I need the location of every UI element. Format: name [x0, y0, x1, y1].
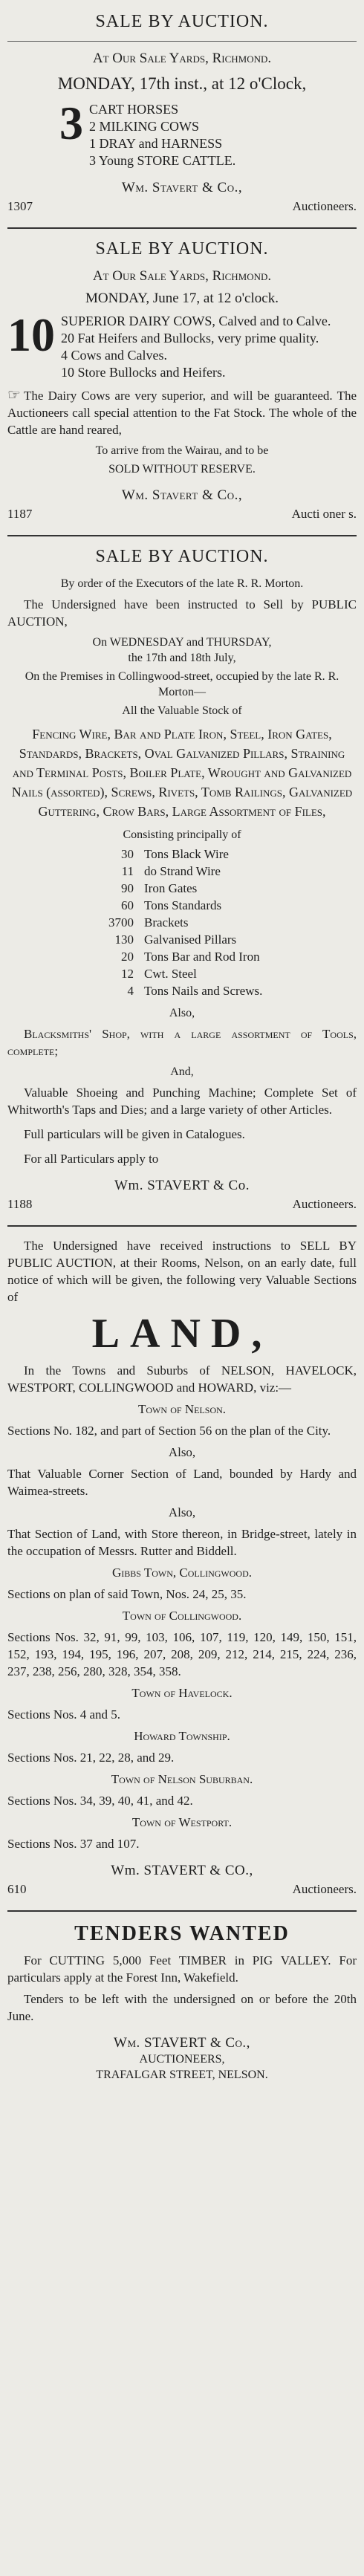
lot-block: [7, 308, 357, 381]
lot-line: CART HORSES: [89, 102, 179, 117]
goods-caps: Fencing Wire, Bar and Plate Iron, Steel, Iron Gates, Standards, Brackets, Oval Galvanized Pillars, Straining and Terminal Posts, Boiler Plate, Wrought and Galvanized Nails (assorted), Screws, Rivets, Tomb Railings, Galvanized Guttering, Crow Bars, Large Assortment of Files,: [11, 727, 353, 819]
reserve-text: SOLD WITHOUT RESERVE.: [108, 463, 256, 476]
firm-name: Wm. STAVERT & CO.,: [111, 1863, 253, 1878]
ad-ref: 1188: [7, 1197, 33, 1211]
block-text: Sections Nos. 37 and 107.: [7, 1837, 140, 1851]
block-text: That Valuable Corner Section of Land, bounded by Hardy and Waimea-streets.: [7, 1467, 357, 1498]
venue: At Our Sale Yards, Richmond.: [92, 268, 272, 284]
consisting-text: Consisting principally of: [123, 828, 241, 841]
intro-text: The Undersigned have received instructions to SELL BY PUBLIC AUCTION, at their Rooms, Nelson, on an early date, full notice of which will be given, the following very Valuable Sections of: [7, 1239, 357, 1304]
role: Auctioneers.: [292, 1882, 357, 1896]
block-heading: Town of Collingwood.: [122, 1609, 242, 1623]
pointing-hand-icon: ☞: [7, 387, 21, 403]
all-text: All the Valuable Stock of: [122, 704, 242, 717]
arrive-text: To arrive from the Wairau, and to be: [95, 444, 269, 457]
catalogue-text: Full particulars will be given in Catalogues.: [24, 1127, 245, 1141]
ad-heading: SALE BY AUCTION.: [95, 547, 269, 566]
ad-tenders: [7, 1922, 357, 2083]
ref-row: [7, 199, 357, 214]
list-item: 130 Galvanised Pillars: [114, 932, 237, 947]
firm-name: Wm. Stavert & Co.,: [121, 487, 243, 503]
ad-ref: 610: [7, 1882, 27, 1896]
note-text: The Dairy Cows are very superior, and will be guaranteed. The Auctioneers call special attention to the Fat Stock. The whole of the Cattle are hand reared,: [7, 389, 357, 437]
block-text: Sections Nos. 21, 22, 28, and 29.: [7, 1751, 175, 1765]
ref-row: [7, 507, 357, 522]
also-text: Also,: [169, 1007, 195, 1019]
role: Auctioneers.: [292, 199, 357, 213]
premises-text: On the Premises in Collingwood-street, occupied by the late R. R. Morton—: [25, 670, 339, 698]
block-heading: Town of Westport.: [131, 1815, 233, 1829]
block-text: That Section of Land, with Store thereon, in Bridge-street, lately in the occupation of Messrs. Rutter and Biddell.: [7, 1527, 357, 1558]
apply-text: For all Particulars apply to: [24, 1152, 159, 1166]
firm-name: Wm. STAVERT & Co.,: [114, 2035, 250, 2051]
lot-line: 2 MILKING COWS: [89, 119, 199, 134]
block-heading: Town of Nelson Suburban.: [111, 1772, 253, 1786]
rule: [7, 1225, 357, 1227]
smith-text: Blacksmiths' Shop, with a large assortment of Tools, complete;: [7, 1027, 357, 1058]
newspaper-column: [7, 0, 357, 2083]
lot-line: 20 Fat Heifers and Bullocks, very prime quality.: [61, 331, 319, 345]
and-text: And,: [170, 1065, 194, 1078]
list-item: 4 Tons Nails and Screws.: [127, 984, 263, 998]
body-text: For CUTTING 5,000 Feet TIMBER in PIG VALLEY. For particulars apply at the Forest Inn, Wakefield.: [7, 1953, 357, 1985]
ad-morton-estate: [7, 547, 357, 1212]
venue: At Our Sale Yards, Richmond.: [92, 51, 272, 66]
list-item: 60 Tons Standards: [121, 898, 222, 912]
ad-land-sections: [7, 1237, 357, 1897]
rule: [7, 227, 357, 229]
list-item: 90 Iron Gates: [121, 881, 198, 895]
role: Aucti oner s.: [291, 507, 357, 521]
firm-name: Wm. Stavert & Co.,: [121, 180, 243, 195]
machine-text: Valuable Shoeing and Punching Machine; Complete Set of Whitworth's Taps and Dies; and a large variety of other Articles.: [7, 1086, 357, 1117]
block-heading: Town of Havelock.: [131, 1686, 233, 1700]
lot-number: 10: [7, 308, 55, 361]
ad-dairy-cows: [7, 239, 357, 522]
lot-lines: [61, 313, 331, 381]
ref-row: [7, 1197, 357, 1212]
note: [7, 387, 357, 438]
ad-ref: 1307: [7, 199, 33, 213]
block-text: Sections on plan of said Town, Nos. 24, 25, 35.: [7, 1587, 247, 1601]
block-heading: Town of Nelson.: [137, 1402, 227, 1416]
towns-text: In the Towns and Suburbs of NELSON, HAVELOCK, WESTPORT, COLLINGWOOD and HOWARD, viz:—: [7, 1363, 357, 1395]
block-text: Sections Nos. 32, 91, 99, 103, 106, 107, 119, 120, 149, 150, 151, 152, 193, 194, 195, 196, 207, 208, 209, 212, 214, 215, 224, 236, 237, 238, 256, 280, 328, 354, 358.: [7, 1630, 357, 1678]
ref-row: [7, 1882, 357, 1897]
intro-text: The Undersigned have been instructed to Sell by PUBLIC AUCTION,: [7, 597, 357, 629]
lot-block: [59, 97, 357, 169]
list-item: 30 Tons Black Wire: [121, 847, 229, 861]
ad-cart-horses: [7, 12, 357, 214]
street: TRAFALGAR STREET, NELSON.: [96, 2069, 268, 2081]
list-item: 20 Tons Bar and Rod Iron: [121, 950, 260, 964]
block-heading: Also,: [168, 1445, 196, 1459]
role: Auctioneers.: [292, 1197, 357, 1211]
lot-line: 4 Cows and Calves.: [61, 348, 167, 363]
land-heading: LAND,: [91, 1311, 273, 1357]
lot-line: 10 Store Bullocks and Heifers.: [61, 365, 226, 380]
list-item: 11 do Strand Wire: [121, 864, 221, 878]
block-heading: Gibbs Town, Collingwood.: [111, 1566, 252, 1580]
lot-line: 3 Young STORE CATTLE.: [89, 153, 236, 168]
order-text: By order of the Executors of the late R. R. Morton.: [60, 577, 304, 590]
firm-name: Wm. STAVERT & Co.: [114, 1178, 250, 1193]
rule: [7, 1910, 357, 1912]
ad-heading: SALE BY AUCTION.: [95, 12, 269, 31]
list-item: 3700 Brackets: [108, 915, 189, 929]
divider: [7, 41, 357, 42]
sale-date: MONDAY, June 17, at 12 o'clock.: [85, 291, 279, 306]
block-text: Sections No. 182, and part of Section 56 on the plan of the City.: [7, 1424, 331, 1438]
sale-dates-2: the 17th and 18th July,: [128, 652, 236, 664]
lot-line: SUPERIOR DAIRY COWS, Calved and to Calve.: [61, 314, 331, 328]
lot-number: 3: [59, 97, 83, 149]
stock-list: [82, 846, 357, 999]
role: AUCTIONEERS,: [139, 2053, 225, 2066]
lot-line: 1 DRAY and HARNESS: [89, 136, 223, 151]
list-item: 12 Cwt. Steel: [121, 967, 197, 981]
block-text: Sections Nos. 4 and 5.: [7, 1707, 121, 1722]
block-heading: Also,: [168, 1505, 196, 1519]
block-heading: Howard Township.: [134, 1729, 230, 1743]
ad-heading: TENDERS WANTED: [74, 1922, 290, 1945]
lot-lines: [89, 101, 235, 169]
ad-heading: SALE BY AUCTION.: [95, 239, 269, 259]
block-text: Sections Nos. 34, 39, 40, 41, and 42.: [7, 1794, 193, 1808]
sale-date: MONDAY, 17th inst., at 12 o'Clock,: [57, 74, 307, 93]
ad-ref: 1187: [7, 507, 33, 521]
sale-dates: On WEDNESDAY and THURSDAY,: [92, 636, 272, 649]
rule: [7, 535, 357, 536]
left-text: Tenders to be left with the undersigned on or before the 20th June.: [7, 1992, 357, 2023]
